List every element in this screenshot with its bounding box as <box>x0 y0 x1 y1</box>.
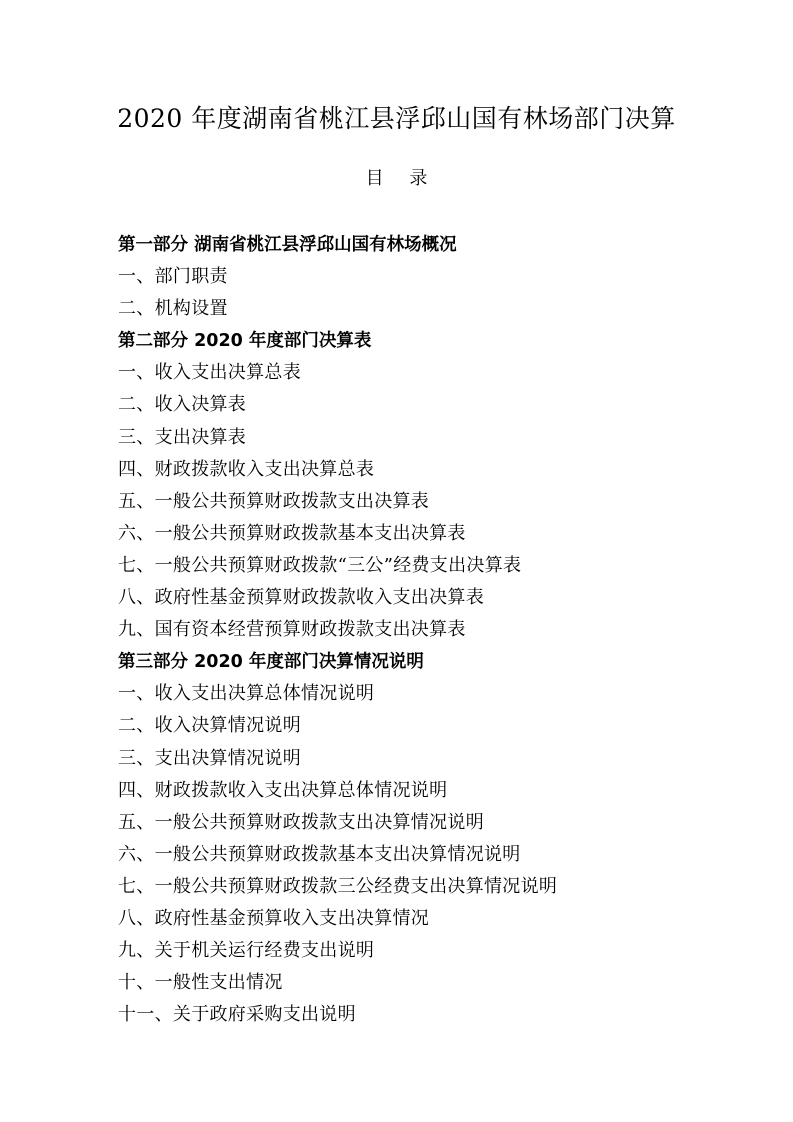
toc-item: 八、政府性基金预算财政拨款收入支出决算表 <box>118 587 484 609</box>
toc-part-heading: 第一部分 湖南省桃江县浮邱山国有林场概况 <box>118 235 457 255</box>
toc-part-heading: 第二部分 2020 年度部门决算表 <box>118 331 372 352</box>
toc-item: 一、收入支出决算总体情况说明 <box>118 683 375 705</box>
toc-item: 十一、关于政府采购支出说明 <box>118 1004 356 1026</box>
toc-part-heading: 第三部分 2020 年度部门决算情况说明 <box>118 652 424 673</box>
toc-item: 六、一般公共预算财政拨款基本支出决算表 <box>118 522 466 544</box>
toc-item: 九、关于机关运行经费支出说明 <box>118 940 375 962</box>
toc-item: 八、政府性基金预算收入支出决算情况 <box>118 907 430 929</box>
toc-item: 六、一般公共预算财政拨款基本支出决算情况说明 <box>118 843 521 865</box>
toc-item: 十、一般性支出情况 <box>118 972 283 994</box>
toc-item: 三、支出决算表 <box>118 426 247 448</box>
toc-item: 五、一般公共预算财政拨款支出决算表 <box>118 490 430 512</box>
toc-item: 七、一般公共预算财政拨款三公经费支出决算情况说明 <box>118 875 558 897</box>
table-of-contents <box>118 229 718 1031</box>
toc-item: 二、收入决算表 <box>118 394 247 416</box>
toc-item: 七、一般公共预算财政拨款“三公”经费支出决算表 <box>118 554 522 576</box>
toc-item: 四、财政拨款收入支出决算总体情况说明 <box>118 779 448 801</box>
toc-item: 一、部门职责 <box>118 266 228 288</box>
document-title: 2020 年度湖南省桃江县浮邱山国有林场部门决算 <box>117 104 676 133</box>
toc-heading: 目 录 <box>365 168 438 189</box>
toc-item: 四、财政拨款收入支出决算总表 <box>118 458 375 480</box>
toc-item: 二、收入决算情况说明 <box>118 715 301 737</box>
toc-item: 九、国有资本经营预算财政拨款支出决算表 <box>118 619 466 641</box>
toc-item: 三、支出决算情况说明 <box>118 747 301 769</box>
toc-item: 二、机构设置 <box>118 298 228 320</box>
toc-item: 五、一般公共预算财政拨款支出决算情况说明 <box>118 811 484 833</box>
toc-item: 一、收入支出决算总表 <box>118 362 301 384</box>
